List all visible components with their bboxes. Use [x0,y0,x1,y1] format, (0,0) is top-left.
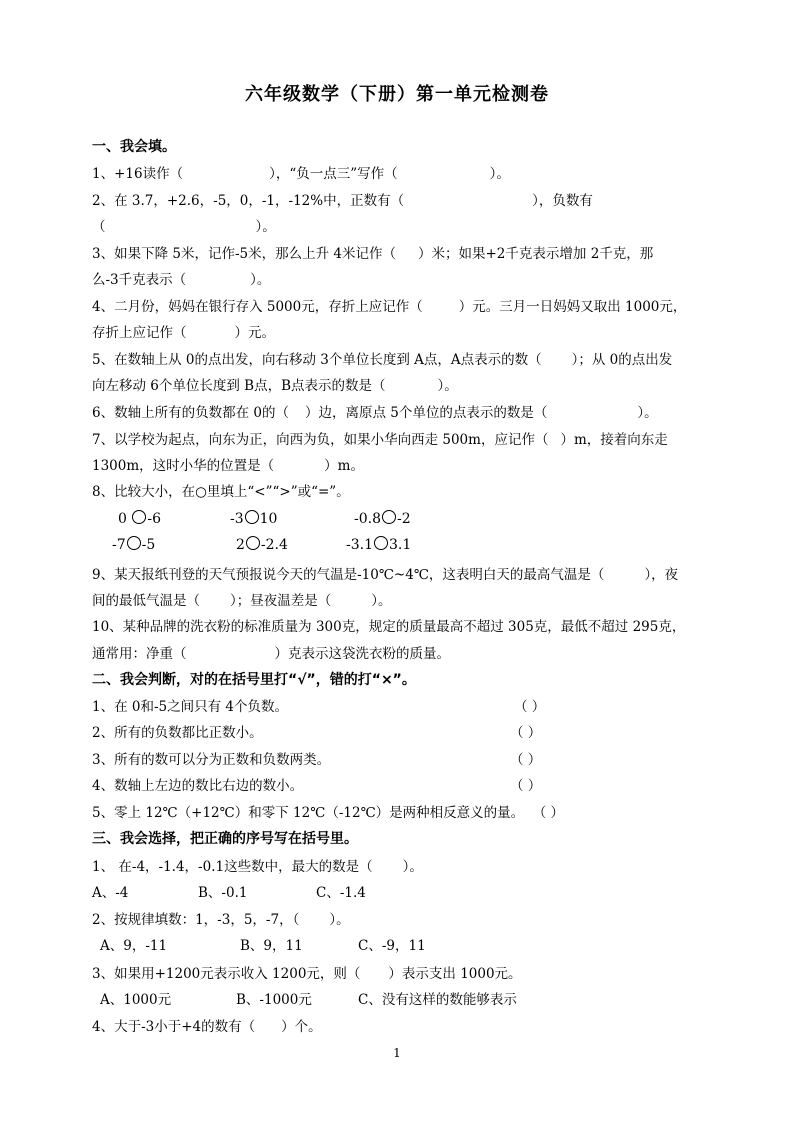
option-a: A、9，-11 [100,938,168,954]
option-b: B、9，11 [240,938,303,954]
option-c: C、-1.4 [316,885,366,901]
question-1-2: 2、在 3.7，+2.6，-5，0，-1，-12%中，正数有（ ），负数有 [92,193,593,209]
question-1-7: 7、以学校为起点，向东为正，向西为负，如果小华向西走 500m，应记作（ ）m，接着向东走 [92,432,668,448]
question-1-5: 5、在数轴上从 0的点出发，向右移动 3个单位长度到 A点，A点表示的数（ ）；从 0的点出发 [92,352,673,368]
section-3-heading: 三、我会选择，把正确的序号写在括号里。 [92,831,358,847]
judge-item: 2、所有的负数都比正数小。 [92,725,263,741]
circle-blank[interactable] [127,536,141,550]
option-b: B、-1000元 [236,992,312,1008]
circle-blank[interactable] [374,536,388,550]
circle-blank[interactable] [246,536,260,550]
question-1-6: 6、数轴上所有的负数都在 0的（ ）边，离原点 5个单位的点表示的数是（ ）。 [92,405,658,421]
page-title: 六年级数学（下册）第一单元检测卷 [245,84,549,105]
judge-item: 3、所有的数可以分为正数和负数两类。 [92,752,331,768]
compare-item: -7 -5 [112,537,156,553]
judge-item: 5、零上 12℃（+12℃）和零下 12℃（-12℃）是两种相反意义的量。 （ ） [92,805,565,821]
circle-blank[interactable] [132,510,146,524]
option-b: B、-0.1 [198,885,248,901]
question-1-7-cont: 1300m，这时小华的位置是（ ）m。 [92,458,364,474]
question-1-4-cont: 存折上应记作（ ）元。 [92,325,275,341]
compare-item: 0 -6 [118,511,162,527]
option-c: C、-9，11 [358,938,426,954]
question-1-3-cont: 么-3千克表示（ ）。 [92,272,271,288]
question-1-9-cont: 间的最低气温是（ ）；昼夜温差是（ ）。 [92,593,392,609]
choice-question-4: 4、大于-3小于+4的数有（ ）个。 [92,1019,322,1035]
page-number: 1 [393,1046,401,1060]
question-1-2-cont: （ ）。 [92,219,276,235]
option-c: C、没有这样的数能够表示 [358,992,517,1008]
question-1-8: 8、比较大小，在○里填上“<”“>”或“=”。 [92,484,350,500]
question-1-5-cont: 向左移动 6个单位长度到 B点，B点表示的数是（ ）。 [92,378,458,394]
judge-paren[interactable]: （ ） [514,699,546,715]
question-1-10-cont: 通常用：净重（ ）克表示这袋洗衣粉的质量。 [92,646,450,662]
choice-question-2: 2、按规律填数：1，-3，5，-7，（ ）。 [92,912,350,928]
section-2-heading: 二、我会判断，对的在括号里打“√”，错的打“×”。 [92,672,416,688]
judge-item: 4、数轴上左边的数比右边的数小。 [92,778,304,794]
question-1-3: 3、如果下降 5米，记作-5米，那么上升 4米记作（ ）米；如果+2千克表示增加 2千克，那 [92,246,654,262]
question-1-1: 1、+16读作（ ），“负一点三”写作（ ）。 [92,166,510,182]
compare-item: -0.8 -2 [354,511,411,527]
choice-question-3: 3、如果用+1200元表示收入 1200元，则（ ）表示支出 1000元。 [92,966,522,982]
question-1-10: 10、某种品牌的洗衣粉的标准质量为 300克，规定的质量最高不超过 305克，最低不超过 295克， [92,619,686,635]
option-a: A、-4 [92,885,129,901]
question-1-4: 4、二月份，妈妈在银行存入 5000元，存折上应记作（ ）元。三月一日妈妈又取出 1000元， [92,299,687,315]
circle-blank[interactable] [245,510,259,524]
section-1-heading: 一、我会填。 [92,139,176,155]
judge-item: 1、在 0和-5之间只有 4个负数。 [92,699,289,715]
judge-paren[interactable]: （ ） [510,725,542,741]
judge-paren[interactable]: （ ） [510,778,542,794]
judge-paren[interactable]: （ ） [532,805,565,821]
compare-item: -3.1 3.1 [346,537,412,553]
choice-question-1: 1、 在-4，-1.4，-0.1这些数中，最大的数是（ ）。 [92,859,423,875]
compare-item: 2 -2.4 [236,537,288,553]
compare-item: -3 10 [230,511,278,527]
circle-blank[interactable] [382,510,396,524]
option-a: A、1000元 [100,992,172,1008]
judge-paren[interactable]: （ ） [510,752,542,768]
question-1-9: 9、某天报纸刊登的天气预报说今天的气温是-10℃~4℃，这表明白天的最高气温是（ ），夜 [92,567,679,583]
